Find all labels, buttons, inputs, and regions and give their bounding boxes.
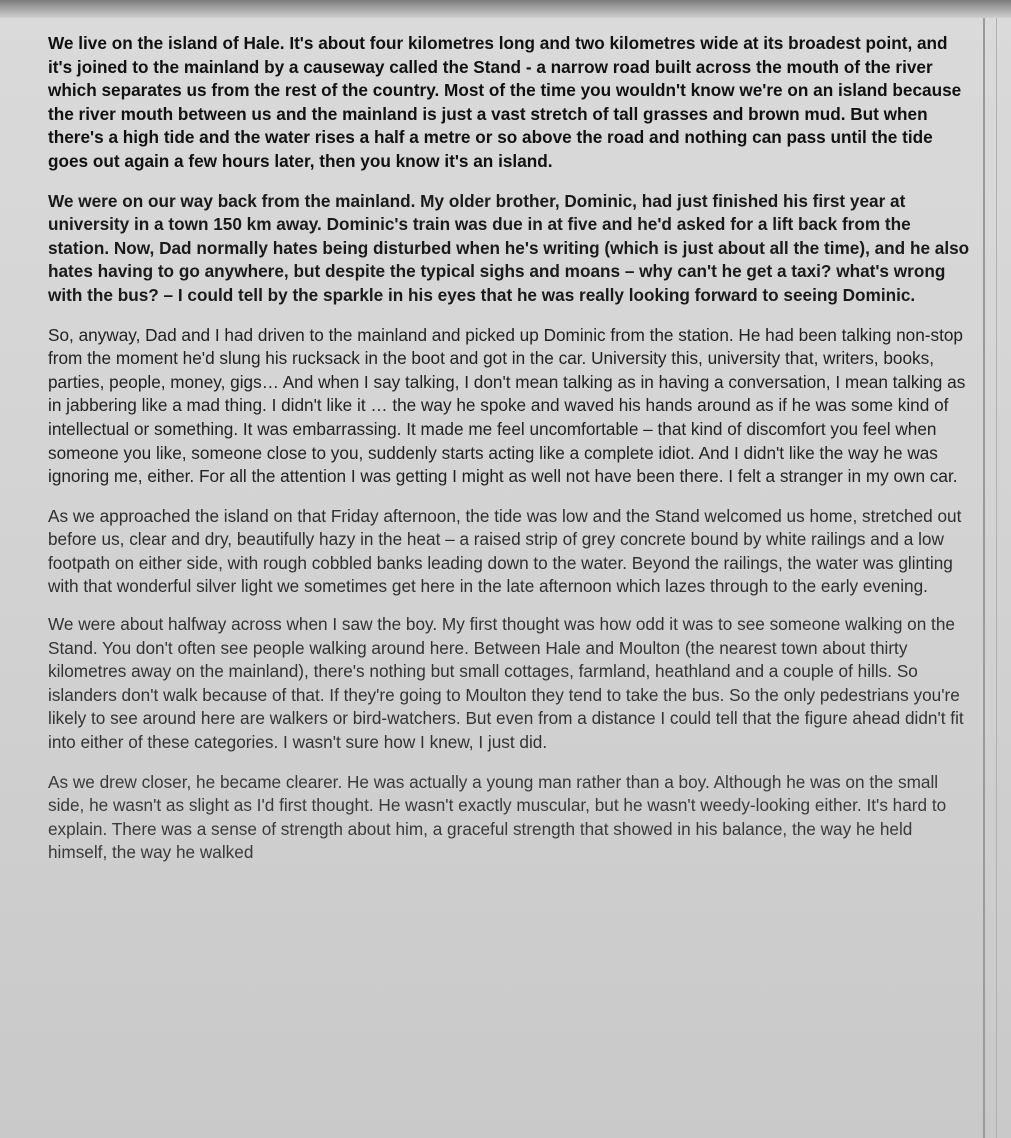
paragraph-6: As we drew closer, he became clearer. He was actually a young man rather than a boy. Although he was on the small side, he wasn't as slight as I'd first thought. He wasn't exactly muscular, but he wasn't weedy-looking either. It's hard to explain. There was a sense of strength about him, a graceful strength that showed in his balance, the way he held himself, the way he walked — [48, 771, 947, 863]
margin-rule — [983, 18, 985, 1138]
paragraph-5: We were about halfway across when I saw the boy. My first thought was how odd it was to see someone walking on the Stand. You don't often see people walking around here. Between Hale and Moulton (the nearest town about thirty kilometres away on the mainland), there's nothing but small cottages, farmland, heathland and a couple of hills. So islanders don't walk because of that. If they're going to Moulton they tend to take the bus. So the only pedestrians you're likely to see around here are walkers or bird-watchers. But even from a distance I could tell that the figure ahead didn't fit into either of these categories. I wasn't sure how I knew, I just did. — [48, 614, 964, 753]
paragraph-4: As we approached the island on that Friday afternoon, the tide was low and the Stand welcomed us home, stretched out before us, clear and dry, beautifully hazy in the heat – a raised strip of grey concrete bound by white railings and a low footpath on either side, with rough cobbled banks leading down to the water. Beyond the railings, the water was glinting with that wonderful silver light we sometimes get here in the late afternoon which lazes through to the early evening. — [48, 505, 962, 597]
paragraph-3: So, anyway, Dad and I had driven to the mainland and picked up Dominic from the station. He had been talking non-stop from the moment he'd slung his rucksack in the boot and got in the car. University this, university that, writers, books, parties, people, money, gigs… And when I say talking, I don't mean talking as in having a conversation, I mean talking as in jabbering like a mad thing. I didn't like it … the way he spoke and waved his hands around as if he was some kind of intellectual or something. It was embarrassing. It made me feel uncomfortable – that kind of discomfort you feel when someone you like, someone close to you, suddenly starts acting like a complete idiot. And I didn't like the way he was ignoring me, either. For all the attention I was getting I might as well not have been there. I felt a stranger in my own car. — [48, 324, 966, 487]
paragraph-2: We were on our way back from the mainland. My older brother, Dominic, had just finished his first year at university in a town 150 km away. Dominic's train was due in at five and he'd asked for a lift back from the station. Now, Dad normally hates being disturbed when he's writing (which is just about all the time), and he also hates having to go anywhere, but despite the typical sighs and moans – why can't he get a taxi? what's wrong with the bus? – I could tell by the sparkle in his eyes that he was really looking forward to seeing Dominic. — [48, 190, 970, 305]
text-column — [48, 32, 973, 881]
page-top-edge — [0, 0, 1011, 18]
paragraph-1: We live on the island of Hale. It's about four kilometres long and two kilometres wide at its broadest point, and it's joined to the mainland by a causeway called the Stand - a narrow road built across the mouth of the river which separates us from the rest of the country. Most of the time you wouldn't know we're on an island because the river mouth between us and the mainland is just a vast stretch of tall grasses and brown mud. But when there's a high tide and the water rises a half a metre or so above the road and nothing can pass until the tide goes out again a few hours later, then you know it's an island. — [48, 33, 962, 171]
margin-rule-inner — [996, 18, 997, 1138]
